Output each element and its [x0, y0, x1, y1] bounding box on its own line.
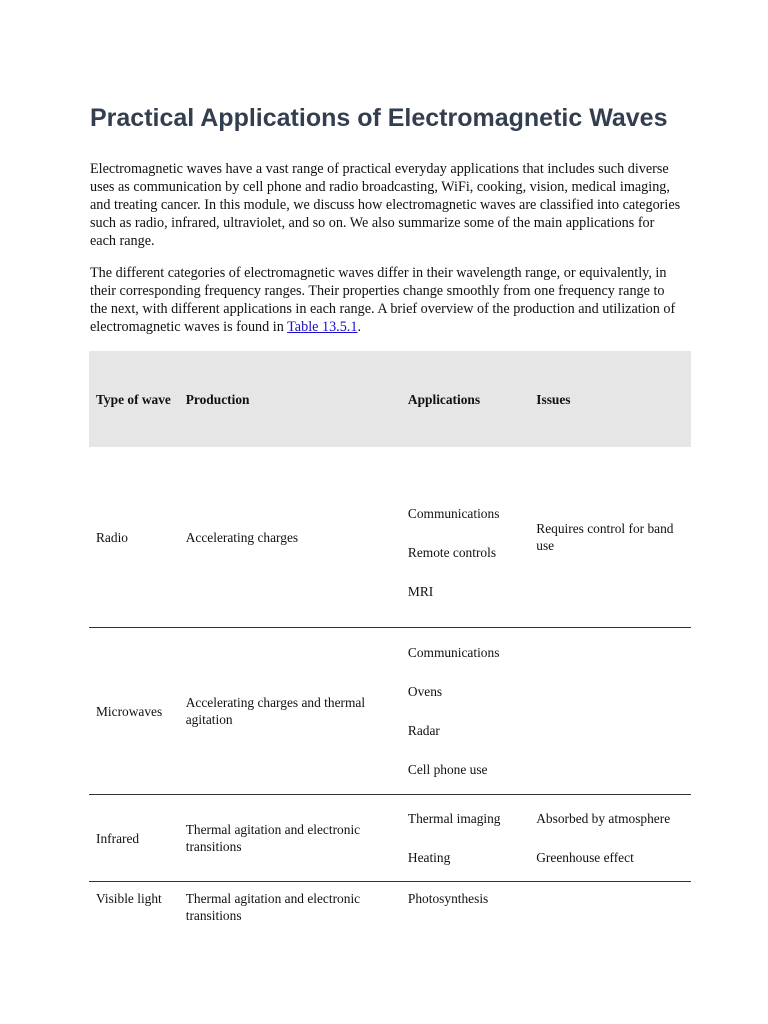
cell-applications [401, 882, 529, 937]
application-item: Communications [407, 645, 500, 660]
application-item: Radar [407, 723, 440, 738]
issue-item: Absorbed by atmosphere [536, 811, 671, 826]
header-type: Type of wave [96, 391, 171, 407]
cell-production: Accelerating charges and thermal agitation [179, 628, 401, 795]
table-row-radio [89, 447, 691, 628]
application-item: Thermal imaging [407, 811, 501, 826]
table-row-infrared [89, 795, 691, 882]
cell-production: Accelerating charges [179, 447, 401, 628]
page-title: Practical Applications of Electromagnetic Waves [90, 104, 668, 132]
cell-type: Microwaves [89, 628, 179, 795]
header-production: Production [185, 391, 250, 407]
table-row-visible-light [89, 882, 691, 937]
cell-issues [529, 628, 691, 795]
overview-paragraph [90, 264, 682, 336]
em-waves-table [89, 351, 691, 936]
overview-text: The different categories of electromagnetic waves differ in their wavelength range, or equivalently, in their corresponding frequency ranges. Their properties change smoothly from one frequency range to the next, with different applications in each range. A brief overview of the production and utilization of electromagnetic waves is found in [90, 265, 676, 335]
application-item: Communications [407, 505, 500, 521]
header-issues: Issues [536, 391, 571, 407]
cell-issues [529, 447, 691, 628]
cell-issues [529, 795, 691, 882]
cell-applications [401, 447, 529, 628]
cell-applications [401, 628, 529, 795]
table-row-microwaves [89, 628, 691, 795]
application-item: MRI [407, 583, 434, 599]
cell-type: Radio [89, 447, 179, 628]
application-item: Heating [407, 850, 451, 865]
cell-applications [401, 795, 529, 882]
cell-type: Infrared [89, 795, 179, 882]
application-item: Cell phone use [407, 762, 488, 777]
cell-production: Thermal agitation and electronic transitions [185, 891, 361, 923]
issue-item: Requires control for band use [536, 521, 674, 553]
issue-item: Greenhouse effect [536, 850, 634, 865]
intro-paragraph: Electromagnetic waves have a vast range of practical everyday applications that includes such diverse uses as communication by cell phone and radio broadcasting, WiFi, cooking, vision, medical imaging, and treating cancer. In this module, we discuss how electromagnetic waves are classified into categories such as radio, infrared, ultraviolet, and so on. We also summarize some of the main applications for each range. [90, 161, 681, 249]
application-item: Photosynthesis [407, 891, 489, 906]
cell-production: Thermal agitation and electronic transitions [179, 795, 401, 882]
overview-period: . [357, 319, 361, 335]
header-applications: Applications [407, 391, 481, 407]
table-header-row [89, 351, 691, 447]
application-item: Remote controls [407, 544, 497, 560]
application-item: Ovens [407, 684, 443, 699]
cell-issues [529, 882, 691, 937]
cell-type: Visible light [96, 891, 162, 906]
table-link[interactable]: Table 13.5.1 [287, 319, 358, 335]
